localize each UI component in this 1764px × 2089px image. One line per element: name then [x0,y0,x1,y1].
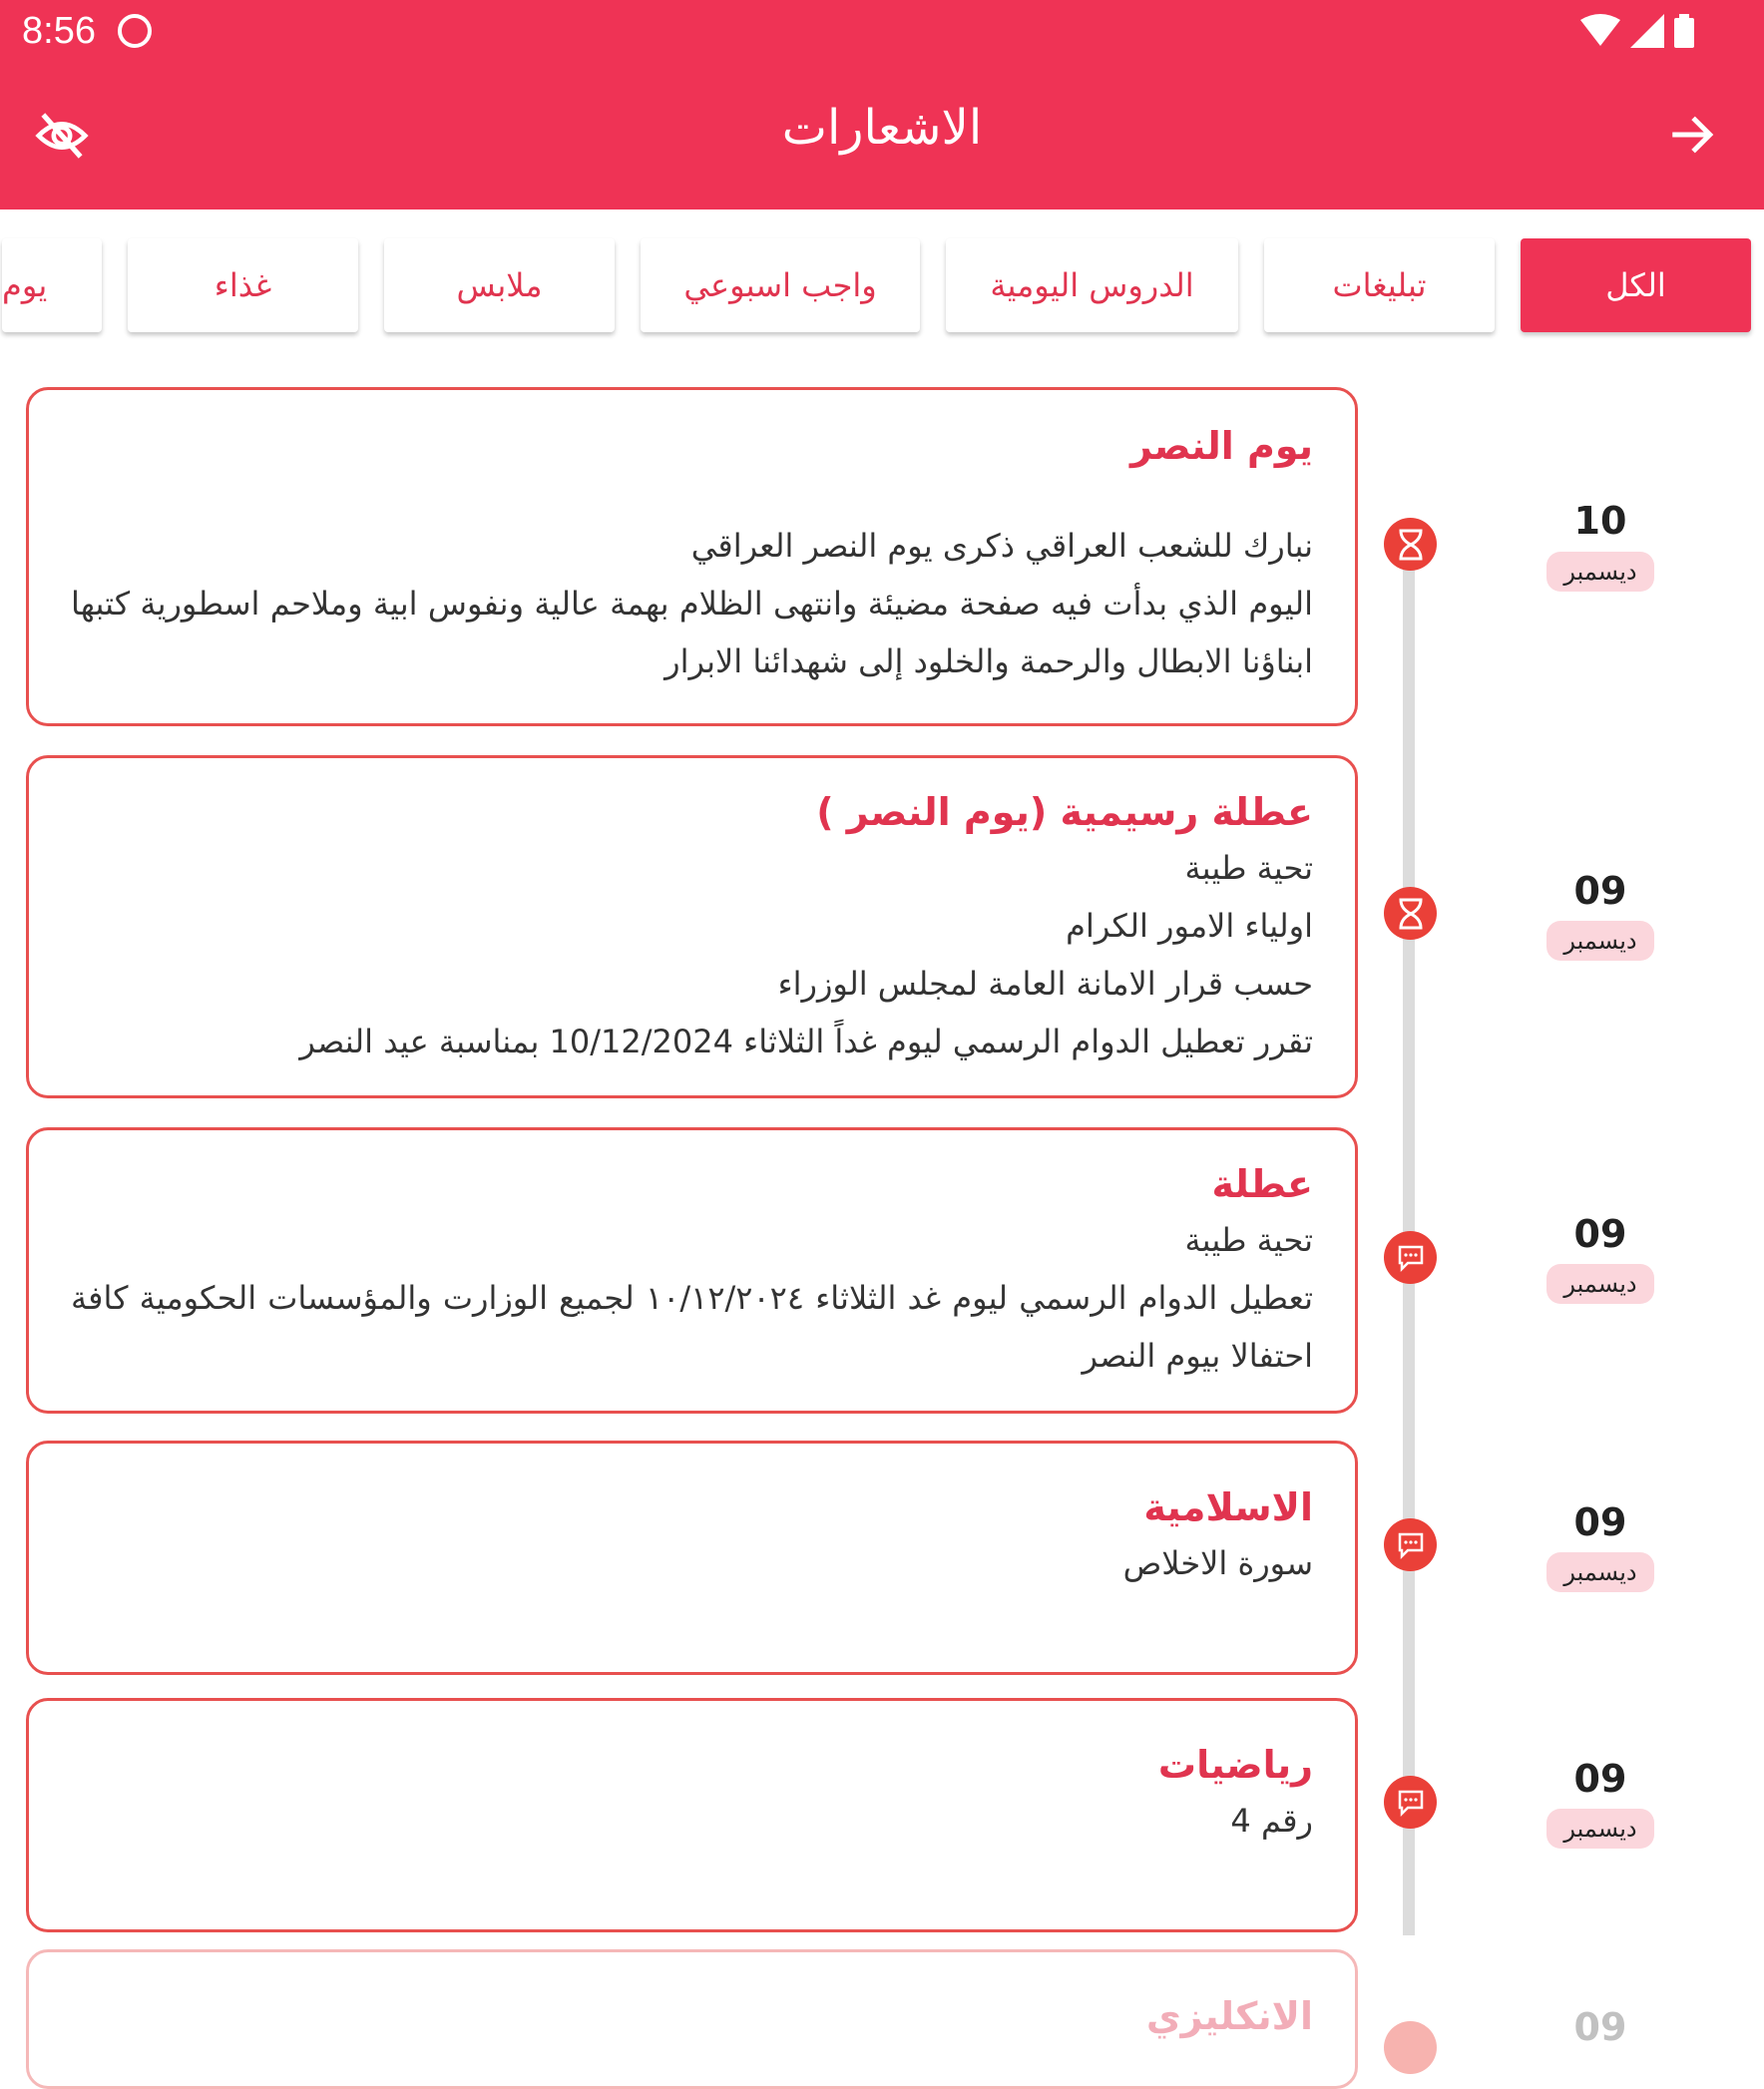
battery-icon [1674,14,1694,48]
notification-body: اليوم الذي بدأت فيه صفحة مضيئة وانتهى الظلام بهمة عالية ونفوس ابية وملاحم اسطورية كتبها ابناؤنا الابطال والرحمة والخلود إلى شهدائنا الابرار [71,585,1313,681]
date-day: 09 [1573,1500,1627,1544]
back-arrow-icon[interactable] [1666,110,1716,160]
date-month: ديسمبر [1546,921,1654,961]
notification-title: الاسلامية [1143,1485,1313,1529]
notification-title: عطلة [1211,1162,1313,1206]
notification-body: رقم 4 [1230,1802,1313,1841]
notification-card[interactable] [26,1441,1358,1675]
notification-card[interactable] [26,1949,1358,2089]
notification-body: نبارك للشعب العراقي ذكرى يوم النصر العراقي [690,527,1313,566]
notification-body: تقرر تعطيل الدوام الرسمي ليوم غداً الثلاثاء 10/12/2024 بمناسبة عيد النصر [299,1023,1313,1061]
page-title: الاشعارات [781,100,983,156]
tab-food[interactable]: غذاء [128,238,358,332]
notification-body: سورة الاخلاص [1122,1544,1313,1583]
tab-daily-lessons[interactable]: الدروس اليومية [946,238,1238,332]
date-month: ديسمبر [1546,1552,1654,1592]
notification-body: تحية طيبة [1184,1221,1313,1260]
tab-announcements[interactable]: تبليغات [1264,238,1495,332]
hourglass-icon [1384,887,1437,940]
tab-all[interactable]: الكل [1521,238,1751,332]
tab-clothes[interactable]: ملابس [384,238,615,332]
app-bar [0,0,1764,209]
notification-body: تحية طيبة [1184,849,1313,888]
notification-body: اولياء الامور الكرام [1066,907,1313,946]
notification-title: يوم النصر [1129,424,1313,468]
app-notification-icon [118,14,152,48]
status-icons [1580,14,1694,48]
notification-card[interactable] [26,1127,1358,1414]
hourglass-icon [1384,518,1437,571]
notification-card[interactable] [26,387,1358,726]
status-time: 8:56 [22,10,96,52]
chat-icon [1384,1776,1437,1829]
signal-icon [1630,14,1664,48]
chat-icon [1384,1518,1437,1571]
date-month: ديسمبر [1546,552,1654,592]
notification-title: رياضيات [1157,1743,1313,1787]
date-day: 09 [1573,2005,1627,2049]
notification-title: عطلة رسيمية (يوم النصر ) [816,790,1313,834]
date-day: 09 [1573,869,1627,913]
date-month: ديسمبر [1546,1809,1654,1849]
tab-weekly-homework[interactable]: واجب اسبوعي [641,238,920,332]
notification-body: تعطيل الدوام الرسمي ليوم غد الثلاثاء ١٠/١٢/٢٠٢٤ لجميع الوزارت والمؤسسات الحكومية كافة احتفالا بيوم النصر [71,1279,1314,1376]
date-month: ديسمبر [1546,1264,1654,1304]
wifi-icon [1580,14,1620,48]
date-day: 10 [1573,499,1627,543]
tab-day[interactable]: يوم [2,238,102,332]
chat-icon [1384,1231,1437,1284]
notification-card[interactable] [26,755,1358,1098]
notification-body: حسب قرار الامانة العامة لمجلس الوزراء [777,965,1313,1004]
date-day: 09 [1573,1212,1627,1256]
notification-card[interactable] [26,1698,1358,1932]
category-tabs [2,238,1751,332]
date-day: 09 [1573,1757,1627,1801]
chat-icon [1384,2021,1437,2074]
notification-title: الانكليزي [1145,1994,1313,2038]
